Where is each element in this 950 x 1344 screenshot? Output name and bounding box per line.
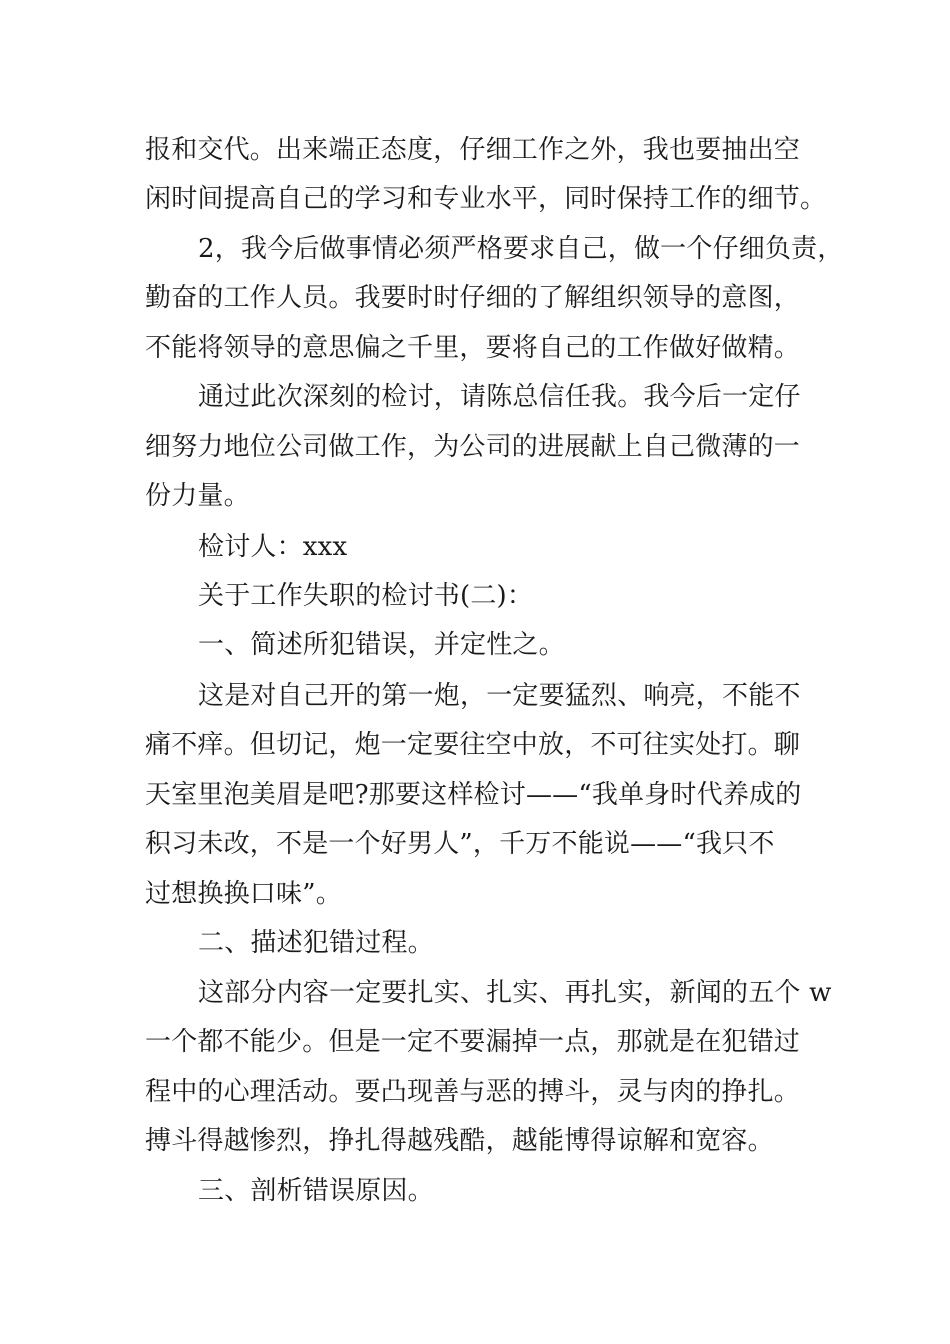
text-line: 积习未改，不是一个好男人”，千万不能说——“我只不 (145, 829, 775, 859)
text-line: 这是对自己开的第一炮，一定要猛烈、响亮，不能不 (198, 681, 801, 711)
section-heading: 一、简述所犯错误，并定性之。 (198, 630, 565, 660)
signature-line: 检讨人：xxx (198, 532, 348, 562)
section-heading: 三、剖析错误原因。 (198, 1176, 434, 1206)
text-line: 这部分内容一定要扎实、扎实、再扎实，新闻的五个 w (198, 978, 832, 1008)
text-line: 搏斗得越惨烈，挣扎得越残酷，越能博得谅解和宽容。 (145, 1126, 774, 1156)
section-title: 关于工作失职的检讨书(二)： (198, 581, 534, 611)
text-line: 2，我今后做事情必须严格要求自己，做一个仔细负责， (198, 234, 844, 264)
text-line: 闲时间提高自己的学习和专业水平，同时保持工作的细节。 (145, 184, 827, 214)
text-line: 程中的心理活动。要凸现善与恶的搏斗，灵与肉的挣扎。 (145, 1077, 801, 1107)
text-line: 痛不痒。但切记，炮一定要往空中放，不可往实处打。聊 (145, 730, 801, 760)
text-line: 勤奋的工作人员。我要时时仔细的了解组织领导的意图， (145, 283, 801, 313)
text-line: 天室里泡美眉是吧?那要这样检讨——“我单身时代养成的 (145, 780, 802, 810)
section-heading: 二、描述犯错过程。 (198, 928, 434, 958)
text-line: 过想换换口味”。 (145, 879, 342, 909)
text-line: 份力量。 (145, 481, 250, 511)
text-line: 一个都不能少。但是一定不要漏掉一点，那就是在犯错过 (145, 1027, 801, 1057)
text-line: 细努力地位公司做工作，为公司的进展献上自己微薄的一 (145, 432, 801, 462)
text-line: 报和交代。出来端正态度，仔细工作之外，我也要抽出空 (145, 135, 801, 165)
text-line: 不能将领导的意思偏之千里，要将自己的工作做好做精。 (145, 333, 801, 363)
text-line: 通过此次深刻的检讨，请陈总信任我。我今后一定仔 (198, 382, 801, 412)
